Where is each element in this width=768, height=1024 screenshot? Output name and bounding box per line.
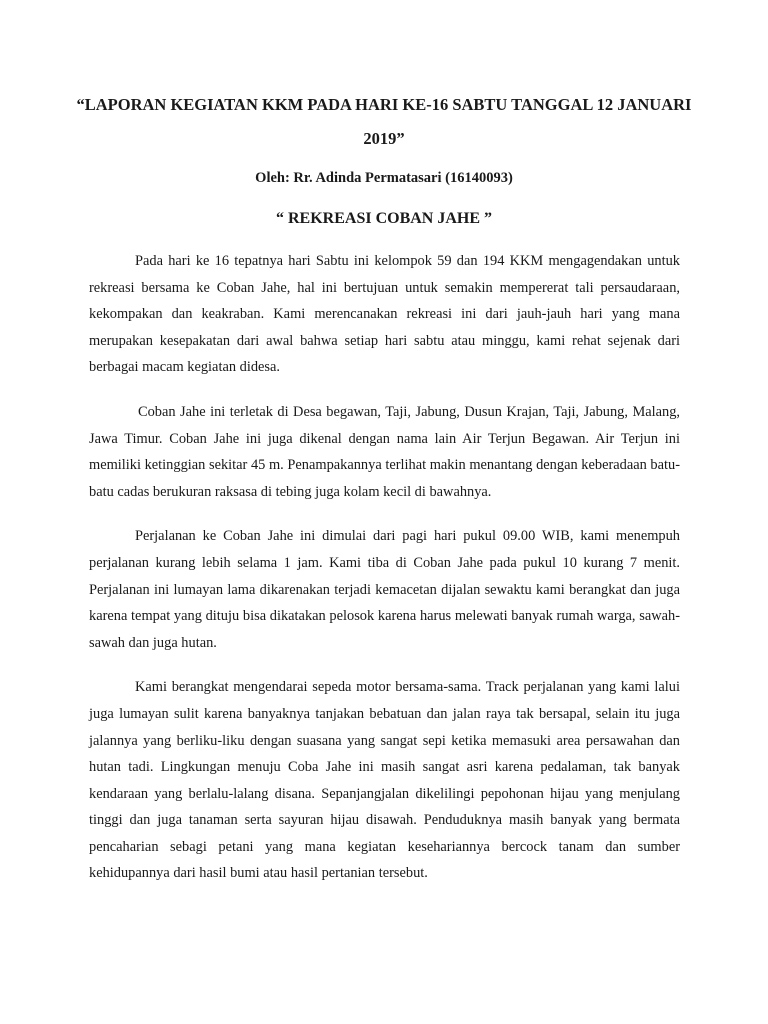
document-body [89,248,680,905]
document-title: “LAPORAN KEGIATAN KKM PADA HARI KE-16 SABTU TANGGAL 12 JANUARI 2019” [76,95,692,148]
document-subtitle: “ REKREASI COBAN JAHE ” [275,210,493,227]
author-line: Oleh: Rr. Adinda Permatasari (16140093) [255,170,513,186]
paragraph-2: Coban Jahe ini terletak di Desa begawan, Taji, Jabung, Dusun Krajan, Taji, Jabung, Malang, Jawa Timur. Coban Jahe ini juga dikenal dengan nama lain Air Terjun Begawan. Air Terjun ini memiliki ketinggian sekitar 45 m. Penampakannya terlihat makin menantang dengan keberadaan batu-batu cadas berukuran raksasa di tebing juga kolam kecil di bawahnya. [89,403,680,500]
paragraph-3: Perjalanan ke Coban Jahe ini dimulai dari pagi hari pukul 09.00 WIB, kami menempuh perjalanan kurang lebih selama 1 jam. Kami tiba di Coban Jahe pada pukul 10 kurang 7 menit. Perjalanan ini lumayan lama dikarenakan terjadi kemacetan dijalan sewaktu kami berangkat dan juga karena tempat yang dituju bisa dikatakan pelosok karena harus melewati banyak rumah warga, sawah-sawah dan juga hutan. [89,528,680,651]
paragraph-4: Kami berangkat mengendarai sepeda motor bersama-sama. Track perjalanan yang kami lalui juga lumayan sulit karena banyaknya tanjakan bebatuan dan jalan raya tak bersapal, selain itu juga jalannya yang berliku-liku dengan suasana yang sangat sepi ketika memasuki area persawahan dan hutan tadi. Lingkungan menuju Coba Jahe ini masih sangat asri karena pedalaman, tak banyak kendaraan yang berlalu-lalang disana. Sepanjangjalan dikelilingi pepohonan hijau yang menjulang tinggi dan juga tanaman serta sayuran hijau disawah. Penduduknya masih banyak yang bermata pencaharian sebagi petani yang mana kegiatan kesehariannya bercock tanam dan sumber kehidupannya dari hasil bumi atau hasil pertanian tersebut. [89,679,680,882]
paragraph-1: Pada hari ke 16 tepatnya hari Sabtu ini kelompok 59 dan 194 KKM mengagendakan untuk rekreasi bersama ke Coban Jahe, hal ini bertujuan untuk semakin mempererat tali persaudaraan, kekompakan dan keakraban. Kami merencanakan rekreasi ini dari jauh-jauh hari yang mana merupakan kesepakatan dari awal bahwa setiap hari sabtu atau minggu, kami rehat sejenak dari berbagai macam kegiatan didesa. [89,253,680,376]
